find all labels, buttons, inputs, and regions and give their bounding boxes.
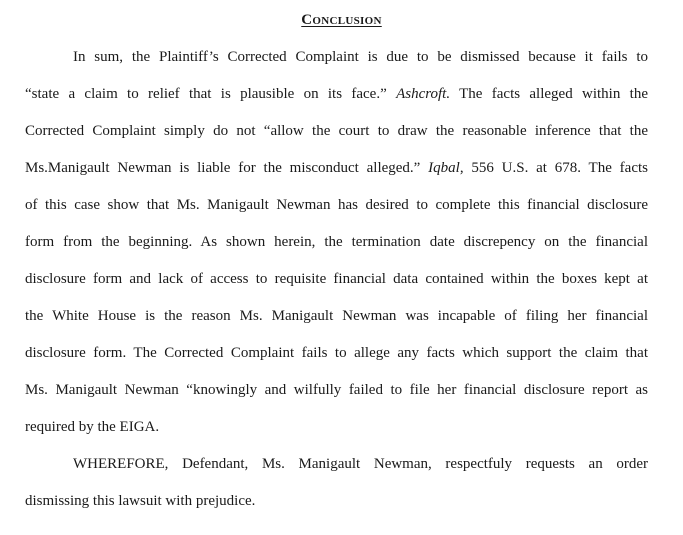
paragraph-1-line-8: the White House is the reason Ms. Manigault Newman was incapable of filing her financial <box>25 308 648 324</box>
paragraph-1-line-6: form from the beginning. As shown herein, the termination date discrepency on the financial <box>25 234 648 250</box>
paragraph-1-line-3: Corrected Complaint simply do not “allow the court to draw the reasonable inference that the <box>25 123 648 139</box>
paragraph-2-line-1: WHEREFORE, Defendant, Ms. Manigault Newman, respectfuly requests an order <box>73 456 648 472</box>
paragraph-1-line-10: Ms. Manigault Newman “knowingly and wilfully failed to file her financial disclosure report as <box>25 382 648 398</box>
sentence-text: The facts alleged within the <box>459 86 648 102</box>
paragraph-1-line-5: of this case show that Ms. Manigault Newman has desired to complete this financial disclosure <box>25 197 648 213</box>
case-citation-ashcroft: Ashcroft. <box>396 86 451 102</box>
paragraph-1-line-2 <box>25 84 648 104</box>
section-heading <box>0 10 683 30</box>
citation-reference: , 556 U.S. at 678. The facts <box>459 160 648 176</box>
case-citation-iqbal: Iqbal <box>428 160 460 176</box>
conclusion-heading-text: Conclusion <box>301 12 382 28</box>
paragraph-1-line-4 <box>25 158 648 178</box>
quote-text: Ms.Manigault Newman is liable for the misconduct alleged.” <box>25 160 421 176</box>
paragraph-1-line-7: disclosure form and lack of access to requisite financial data contained within the boxes kept at <box>25 271 648 287</box>
paragraph-2-line-2: dismissing this lawsuit with prejudice. <box>25 493 256 509</box>
paragraph-1-line-1: In sum, the Plaintiff’s Corrected Complaint is due to be dismissed because it fails to <box>73 49 648 65</box>
paragraph-1-line-9: disclosure form. The Corrected Complaint fails to allege any facts which support the claim that <box>25 345 648 361</box>
quote-text: “state a claim to relief that is plausible on its face.” <box>25 86 387 102</box>
paragraph-1-line-11: required by the EIGA. <box>25 419 160 435</box>
